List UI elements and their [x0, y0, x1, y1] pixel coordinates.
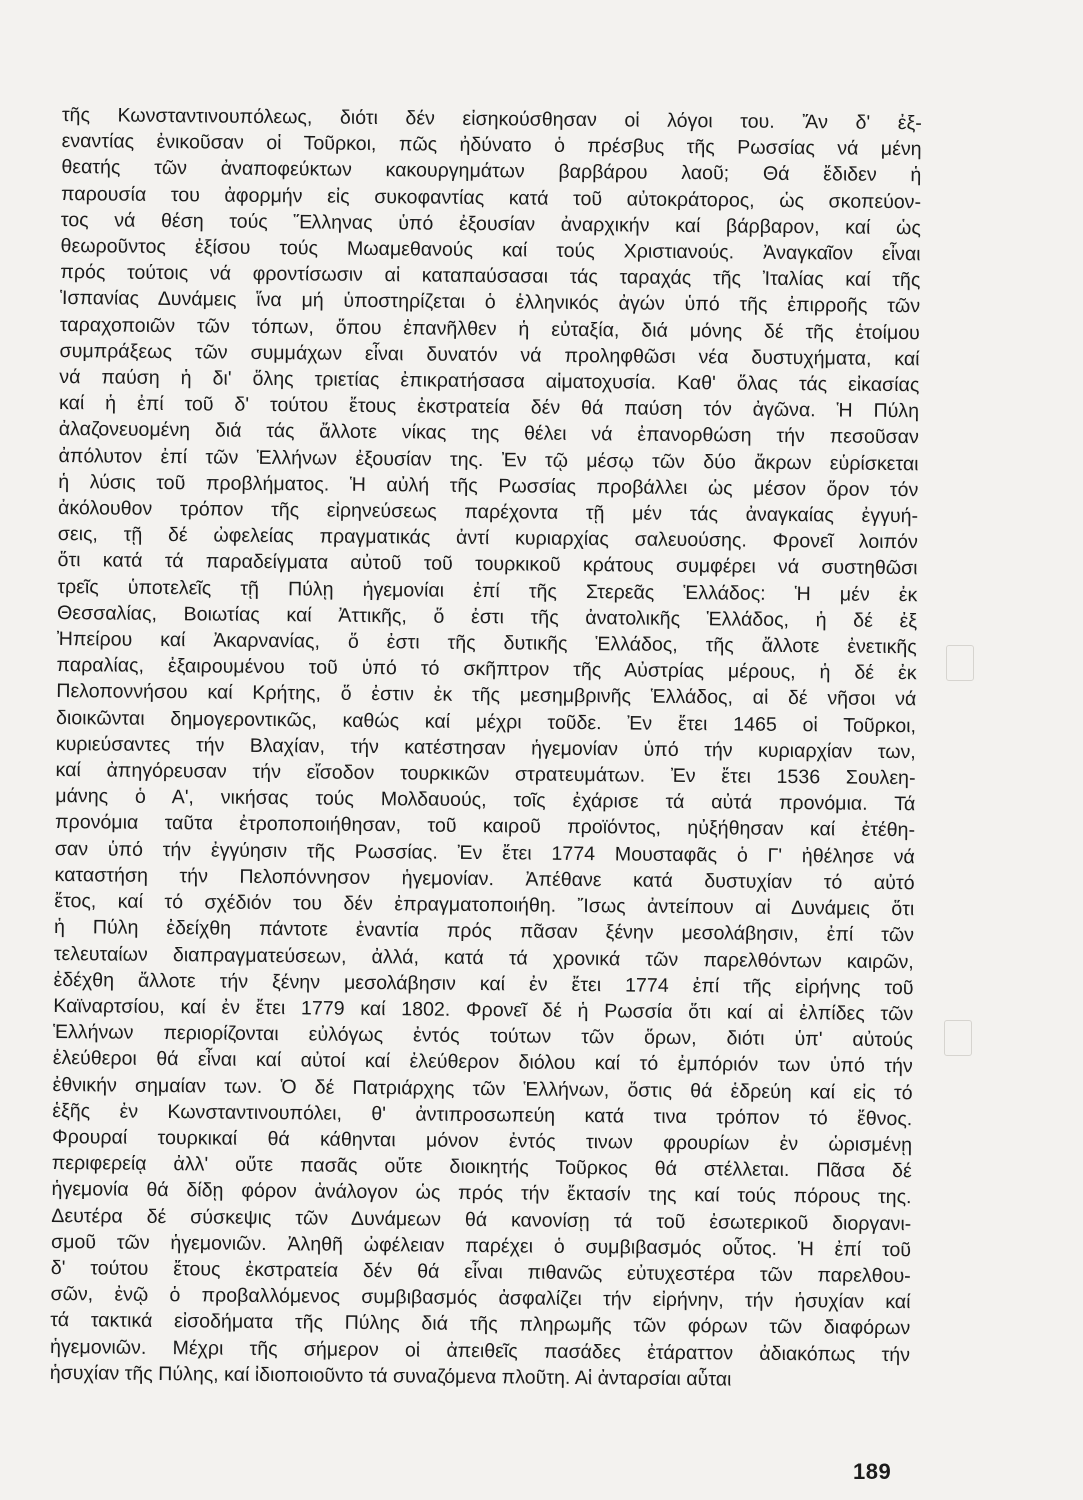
text-line: ἡ λύσις τοῦ προβλήματος. Ἡ αὐλή τῆς Ρωσσίας προβάλλει ὡς μέσον ὅρον τόν — [58, 470, 919, 502]
text-line: Πελοποννήσου καί Κρήτης, ὅ ἐστιν ἐκ τῆς μεσημβρινῆς Ἑλλάδος, αἱ δέ νῆσοι νά — [56, 680, 917, 711]
text-line: ἡγεμονία θά δίδῃ φόρον ἀνάλογον ὡς πρός τήν ἔκτασίν της καί τούς πόρους της. — [51, 1178, 912, 1209]
text-line: ταραχοποιῶν τῶν τόπων, ὅπου ἐπανῆλθεν ἡ εὐταξία, διά μόνης δέ τῆς ἑτοίμου — [59, 313, 920, 344]
text-line: προνόμια ταῦτα ἐτροποποιήθησαν, τοῦ καιροῦ προϊόντος, ηὐξήθησαν καί ἐτέθη- — [54, 811, 916, 842]
text-line: σεις, τῇ δέ ὠφελείας πραγματικάς ἀντί κυριαρχίας σαλευούσης. Φρονεῖ λοιπόν — [57, 523, 918, 554]
text-line: σμοῦ τῶν ἡγεμονιῶν. Ἀληθῆ ὠφέλειαν παρέχει ὁ συμβιβασμός οὗτος. Ἡ ἐπί τοῦ — [50, 1230, 912, 1261]
text-line: παρουσία του ἀφορμήν εἰς συκοφαντίας κατά τοῦ αὐτοκράτορος, ὡς σκοπεύον- — [61, 182, 922, 213]
text-line: ἔτος, καί τό σχέδιόν του δέν ἐπραγματοποιήθη. Ἴσως ἀντείπουν αἱ Δυνάμεις ὅτι — [54, 890, 915, 921]
text-line: καί ἡ ἐπί τοῦ δ' τούτου ἔτους ἐκστρατεία δέν θά παύση τόν ἀγῶνα. Ἡ Πύλη — [59, 392, 920, 423]
text-line: ἑξῆς ἐν Κωνσταντινουπόλει, θ' ἀντιπροσωπεύη κατά τινα τρόπον τό ἔθνος. — [52, 1099, 913, 1130]
text-line: τος νά θέση τούς Ἕλληνας ὑπό ἐξουσίαν ἀναρχικήν καί βάρβαρον, καί ὡς — [60, 208, 921, 240]
text-line: τελευταίων διαπραγματεύσεων, ἀλλά, κατά τά χρονικά τῶν παρελθόντων καιρῶν, — [53, 942, 914, 973]
text-line: δ' τούτου ἔτους ἐκστρατεία δέν θά εἶναι πιθανῶς εὐτυχεστέρα τῶν παρελθου- — [50, 1256, 911, 1288]
text-line: Ἠπείρου καί Ἀκαρνανίας, ὅ ἐστι τῆς δυτικῆς Ἑλλάδος, τῆς ἄλλοτε ἐνετικῆς — [56, 628, 917, 659]
text-line: Φρουραί τουρκικαί θά κάθηνται μόνον ἐντός τινων φρουρίων ἐν ὡρισμένῃ — [51, 1125, 913, 1157]
text-line: σῶν, ἐνῷ ὁ προβαλλόμενος συμβιβασμός ἀσφαλίζει τήν εἰρήνην, τήν ἡσυχίαν καί — [50, 1283, 911, 1314]
text-line: ἀλαζονευομένη διά τάς ἄλλοτε νίκας της θέλει νά ἐπανορθώση τήν πεσοῦσαν — [58, 418, 919, 449]
margin-mark — [946, 645, 974, 681]
text-line: παραλίας, ἐξαιρουμένου τοῦ ὑπό τό σκῆπτρον τῆς Αὐστρίας μέρους, ἡ δέ ἐκ — [56, 654, 917, 685]
text-line: Ἑλλήνων περιορίζονται εὐλόγως ἐντός τούτων τῶν ὅρων, διότι ὑπ' αὐτούς — [52, 1021, 914, 1052]
text-line: Ἱσπανίας Δυνάμεις ἵνα μή ὑποστηρίζεται ὁ ἑλληνικός ἀγών ὑπό τῆς ἐπιρροῆς τῶν — [60, 287, 921, 318]
text-line: ἐθνικήν σημαίαν των. Ὁ δέ Πατριάρχης τῶν Ἑλλήνων, ὅστις θά ἑδρεύη καί εἰς τό — [52, 1073, 913, 1104]
text-line: μάνης ὁ Α', νικήσας τούς Μολδαυούς, τοῖς ἐχάρισε τά αὐτά προνόμια. Τά — [55, 785, 916, 816]
text-line: θεατής τῶν ἀναποφεύκτων κακουργημάτων βαρβάρου λαοῦ; Θά ἔδιδεν ἡ — [61, 156, 922, 187]
text-line: θεωροῦντος ἐξίσου τούς Μωαμεθανούς καί τούς Χριστιανούς. Ἀναγκαῖον εἶναι — [60, 235, 921, 266]
text-line: τρεῖς ὑποτελεῖς τῇ Πύλῃ ἡγεμονίαι ἐπί τῆς Στερεᾶς Ἑλλάδος: Ἡ μέν ἐκ — [57, 575, 918, 606]
text-line: ἡ Πύλη ἐδείχθη πάντοτε ἐναντία πρός πᾶσαν ξένην μεσολάβησιν, ἐπί τῶν — [53, 916, 915, 947]
text-line: Θεσσαλίας, Βοιωτίας καί Ἀττικῆς, ὅ ἐστι τῆς ἀνατολικῆς Ἑλλάδος, ἡ δέ ἐξ — [56, 601, 918, 633]
text-line: ἀκόλουθον τρόπον τῆς εἰρηνεύσεως παρέχοντα τῇ μέν τάς ἀναγκαίας ἐγγυή- — [57, 497, 919, 528]
text-line: ὅτι κατά τά παραδείγματα αὐτοῦ τοῦ τουρκικοῦ κράτους συμφέρει νά συστηθῶσι — [57, 549, 918, 580]
body-text — [50, 102, 922, 1394]
text-line: πρός τούτοις νά φροντίσωσιν αἱ καταπαύσασαι τάς ταραχάς τῆς Ἰταλίας καί τῆς — [60, 261, 921, 292]
text-line: διοικῶνται δημογεροντικῶς, καθώς καί μέχρι τοῦδε. Ἐν ἔτει 1465 οἱ Τοῦρκοι, — [55, 706, 917, 737]
page-number: 189 — [853, 1459, 892, 1484]
text-line: σαν ὑπό τήν ἐγγύησιν τῆς Ρωσσίας. Ἐν ἔτει 1774 Μουσταφᾶς ὁ Γ' ἠθέλησε νά — [54, 837, 915, 868]
text-line: εναντίας ἐνικοῦσαν οἱ Τοῦρκοι, πῶς ἠδύνατο ὁ πρέσβυς τῆς Ρωσσίας νά μένη — [61, 130, 922, 161]
margin-mark — [944, 1020, 972, 1056]
text-line: κυριεύσαντες τήν Βλαχίαν, τήν κατέστησαν ἡγεμονίαν ὑπό τήν κυριαρχίαν των, — [55, 732, 916, 764]
text-line: καί ἀπηγόρευσαν τήν εἴσοδον τουρκικῶν στρατευμάτων. Ἐν ἔτει 1536 Σουλεη- — [55, 759, 916, 790]
text-line: καταστήση τήν Πελοπόννησον ἡγεμονίαν. Ἀπέθανε κατά δυστυχίαν τό αὐτό — [54, 863, 915, 895]
text-line: περιφερείᾳ ἀλλ' οὔτε πασᾶς οὔτε διοικητής Τοῦρκος θά στέλλεται. Πᾶσα δέ — [51, 1152, 912, 1183]
text-line: ἐδέχθη ἄλλοτε τήν ξένην μεσολάβησιν καί ἐν ἔτει 1774 ἐπί τῆς εἰρήνης τοῦ — [53, 968, 914, 999]
text-line: ἡγεμονιῶν. Μέχρι τῆς σήμερον οἱ ἀπειθεῖς πασάδες ἐτάραττον ἀδιακόπως τήν — [49, 1335, 911, 1366]
text-line: Καϊναρτσίου, καί ἐν ἔτει 1779 καί 1802. Φρονεῖ δέ ἡ Ρωσσία ὅτι καί αἱ ἐλπίδες τῶν — [53, 994, 914, 1026]
text-line: τῆς Κωνσταντινουπόλεως, διότι δέν εἰσηκούσθησαν οἱ λόγοι του. Ἄν δ' ἐξ- — [61, 103, 922, 135]
text-line: νά παύση ἡ δι' ὅλης τριετίας ἐπικρατήσασα αἱματοχυσία. Καθ' ὅλας τάς εἰκασίας — [59, 366, 920, 397]
text-line: συμπράξεως τῶν συμμάχων εἶναι δυνατόν νά προληφθῶσι νέα δυστυχήματα, καί — [59, 339, 920, 371]
text-line: ἐλεύθεροι θά εἶναι καί αὐτοί καί ἐλεύθερον διόλου καί τό ἐμπόριόν των ὑπό τήν — [52, 1047, 913, 1078]
text-line: Δευτέρα δέ σύσκεψις τῶν Δυνάμεων θά κανονίσῃ τά τοῦ ἐσωτερικοῦ διοργανι- — [51, 1204, 912, 1235]
text-line: τά τακτικά εἰσοδήματα τῆς Πύλης διά τῆς πληρωμῆς τῶν φόρων τῶν διαφόρων — [50, 1309, 911, 1340]
text-line: ἡσυχίαν τῆς Πύλης, καί ἰδιοποιοῦντο τά συναζόμενα πλοῦτη. Αἱ ἀνταρσίαι αὗται — [49, 1361, 732, 1391]
text-line: ἀπόλυτον ἐπί τῶν Ἑλλήνων ἐξουσίαν της. Ἐν τῷ μέσῳ τῶν δύο ἄκρων εὑρίσκεται — [58, 444, 919, 475]
